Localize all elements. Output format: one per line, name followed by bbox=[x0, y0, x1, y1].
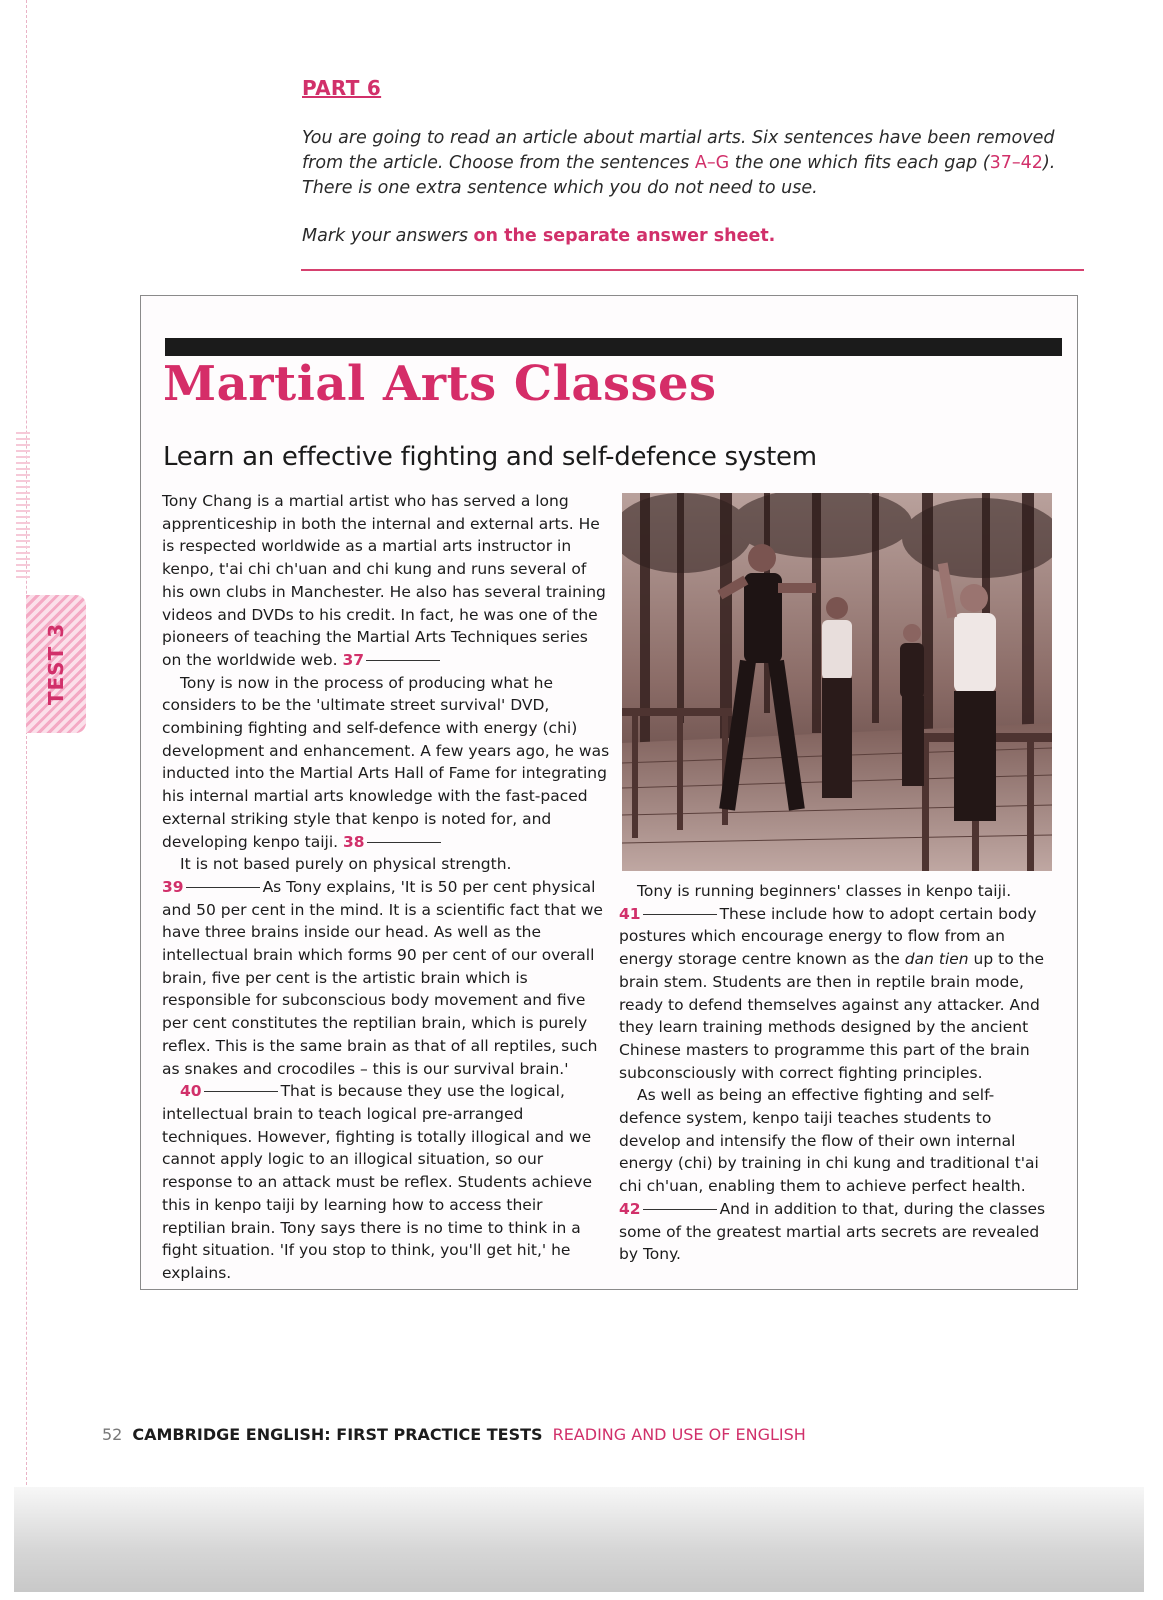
paragraph-7-text-b: up to the brain stem. Students are then in reptile brain mode, ready to defend themselves against any attacker. And they learn training methods designed by the ancient Chinese masters to programme this part of the brain subconsciously with correct fighting principles. bbox=[619, 950, 1045, 1082]
test-side-tab-label: TEST 3 bbox=[44, 622, 68, 706]
sentence-range: A–G bbox=[694, 153, 730, 173]
paragraph-5-text: That is because they use the logical, intellectual brain to teach logical pre-arranged techniques. However, fighting is totally illogical and we cannot apply logic to an illogical situation, so our response to an attack must be reflex. Students achieve this in kenpo taiji by learning how to access their reptilian brain. Tony says there is no time to think in a fight situation. 'If you stop to think, you'll get hit,' he explains. bbox=[162, 1082, 592, 1282]
article-paragraph-9 bbox=[619, 1198, 1049, 1266]
page-footer bbox=[102, 1425, 806, 1444]
task-instructions bbox=[302, 126, 1092, 201]
article-column-left bbox=[162, 490, 610, 1285]
article-paragraph-8 bbox=[619, 1084, 1049, 1198]
answer-instruction bbox=[302, 226, 1092, 246]
gap-41-number: 41 bbox=[619, 904, 641, 923]
page-number: 52 bbox=[102, 1425, 123, 1444]
article-paragraph-3 bbox=[162, 853, 610, 876]
paragraph-4-text: As Tony explains, 'It is 50 per cent physical and 50 per cent in the mind. It is a scientific fact that we have three brains inside our head. As well as the intellectual brain which forms 90 per cent of our overall brain, five per cent is the artistic brain which is responsible for subconscious body movement and five per cent constitutes the reptilian brain, which is purely reflex. This is the same brain as that of all reptiles, such as snakes and crocodiles – this is our survival brain.' bbox=[162, 877, 603, 1078]
article-paragraph-2 bbox=[162, 672, 610, 854]
divider-rule bbox=[301, 269, 1084, 271]
gap-40-blank bbox=[204, 1091, 278, 1092]
gap-38-blank bbox=[367, 842, 441, 843]
gap-40-number: 40 bbox=[180, 1082, 202, 1101]
paragraph-8-text: As well as being an effective fighting and self-defence system, kenpo taiji teaches students to develop and intensify the flow of their own internal energy (chi) by training in chi kung and traditional t'ai chi ch'uan, enabling them to achieve perfect health. bbox=[619, 1086, 1039, 1196]
gap-39-number: 39 bbox=[162, 877, 184, 896]
answer-instruction-lead: Mark your answers bbox=[302, 226, 474, 246]
scan-shadow bbox=[14, 1487, 1144, 1592]
answer-sheet-text: on the separate answer sheet. bbox=[473, 226, 776, 246]
margin-marks bbox=[16, 432, 30, 582]
paragraph-2-text: Tony is now in the process of producing what he considers to be the 'ultimate street survival' DVD, combining fighting and self-defence with energy (chi) development and enhancement. A few years ago, he was inducted into the Martial Arts Hall of Fame for integrating his internal martial arts knowledge with the fast-paced external striking style that kenpo is noted for, and developing kenpo taiji. bbox=[162, 673, 610, 851]
article-paragraph-1 bbox=[162, 490, 610, 672]
gap-range: 37–42 bbox=[989, 153, 1043, 173]
article-paragraph-5 bbox=[162, 1080, 610, 1284]
dan-tien-term: dan tien bbox=[904, 950, 969, 969]
article-photo bbox=[622, 493, 1052, 871]
gap-42-blank bbox=[643, 1209, 717, 1210]
gap-37-number: 37 bbox=[342, 650, 365, 669]
tai-chi-class-photo bbox=[622, 493, 1052, 871]
article-paragraph-7 bbox=[619, 903, 1049, 1085]
gap-41-blank bbox=[643, 914, 717, 915]
paragraph-3-text: It is not based purely on physical strength. bbox=[180, 855, 512, 874]
instructions-text-1: You are going to read an article about martial arts. Six sentences have been removed from the article. Choose from the sentences bbox=[302, 128, 1055, 173]
book-series-title: CAMBRIDGE ENGLISH: FIRST PRACTICE TESTS bbox=[132, 1425, 543, 1444]
instructions-text-2: the one which fits each gap ( bbox=[729, 153, 990, 173]
paragraph-6-text: Tony is running beginners' classes in kenpo taiji. bbox=[637, 882, 1012, 900]
margin-line bbox=[26, 0, 28, 1500]
article-column-right bbox=[619, 880, 1049, 1266]
gap-39-blank bbox=[186, 887, 260, 888]
article-title: Martial Arts Classes bbox=[163, 356, 717, 412]
part-heading: PART 6 bbox=[302, 76, 382, 100]
paragraph-7-text-a: These include how to adopt certain body postures which encourage energy to flow from an energy storage centre known as the bbox=[619, 904, 1037, 969]
gap-42-number: 42 bbox=[619, 1199, 641, 1218]
test-side-tab bbox=[26, 595, 86, 733]
paragraph-9-text: And in addition to that, during the classes some of the greatest martial arts secrets are revealed by Tony. bbox=[619, 1199, 1046, 1264]
gap-37-blank bbox=[366, 660, 440, 661]
instructions-text-3: ). There is one extra sentence which you do not need to use. bbox=[302, 153, 1056, 198]
gap-38-number: 38 bbox=[343, 832, 365, 851]
article-top-bar bbox=[165, 338, 1062, 356]
article-paragraph-6 bbox=[619, 880, 1049, 903]
article-subtitle: Learn an effective fighting and self-defence system bbox=[163, 442, 817, 472]
paragraph-1-text: Tony Chang is a martial artist who has served a long apprenticeship in both the internal and external arts. He is respected worldwide as a martial arts instructor in kenpo, t'ai chi ch'uan and chi kung and runs several of his own clubs in Manchester. He also has several training videos and DVDs to his credit. In fact, he was one of the pioneers of teaching the Martial Arts Techniques series on the worldwide web. bbox=[162, 492, 606, 669]
section-name: READING AND USE OF ENGLISH bbox=[552, 1425, 806, 1444]
article-paragraph-4 bbox=[162, 876, 610, 1080]
